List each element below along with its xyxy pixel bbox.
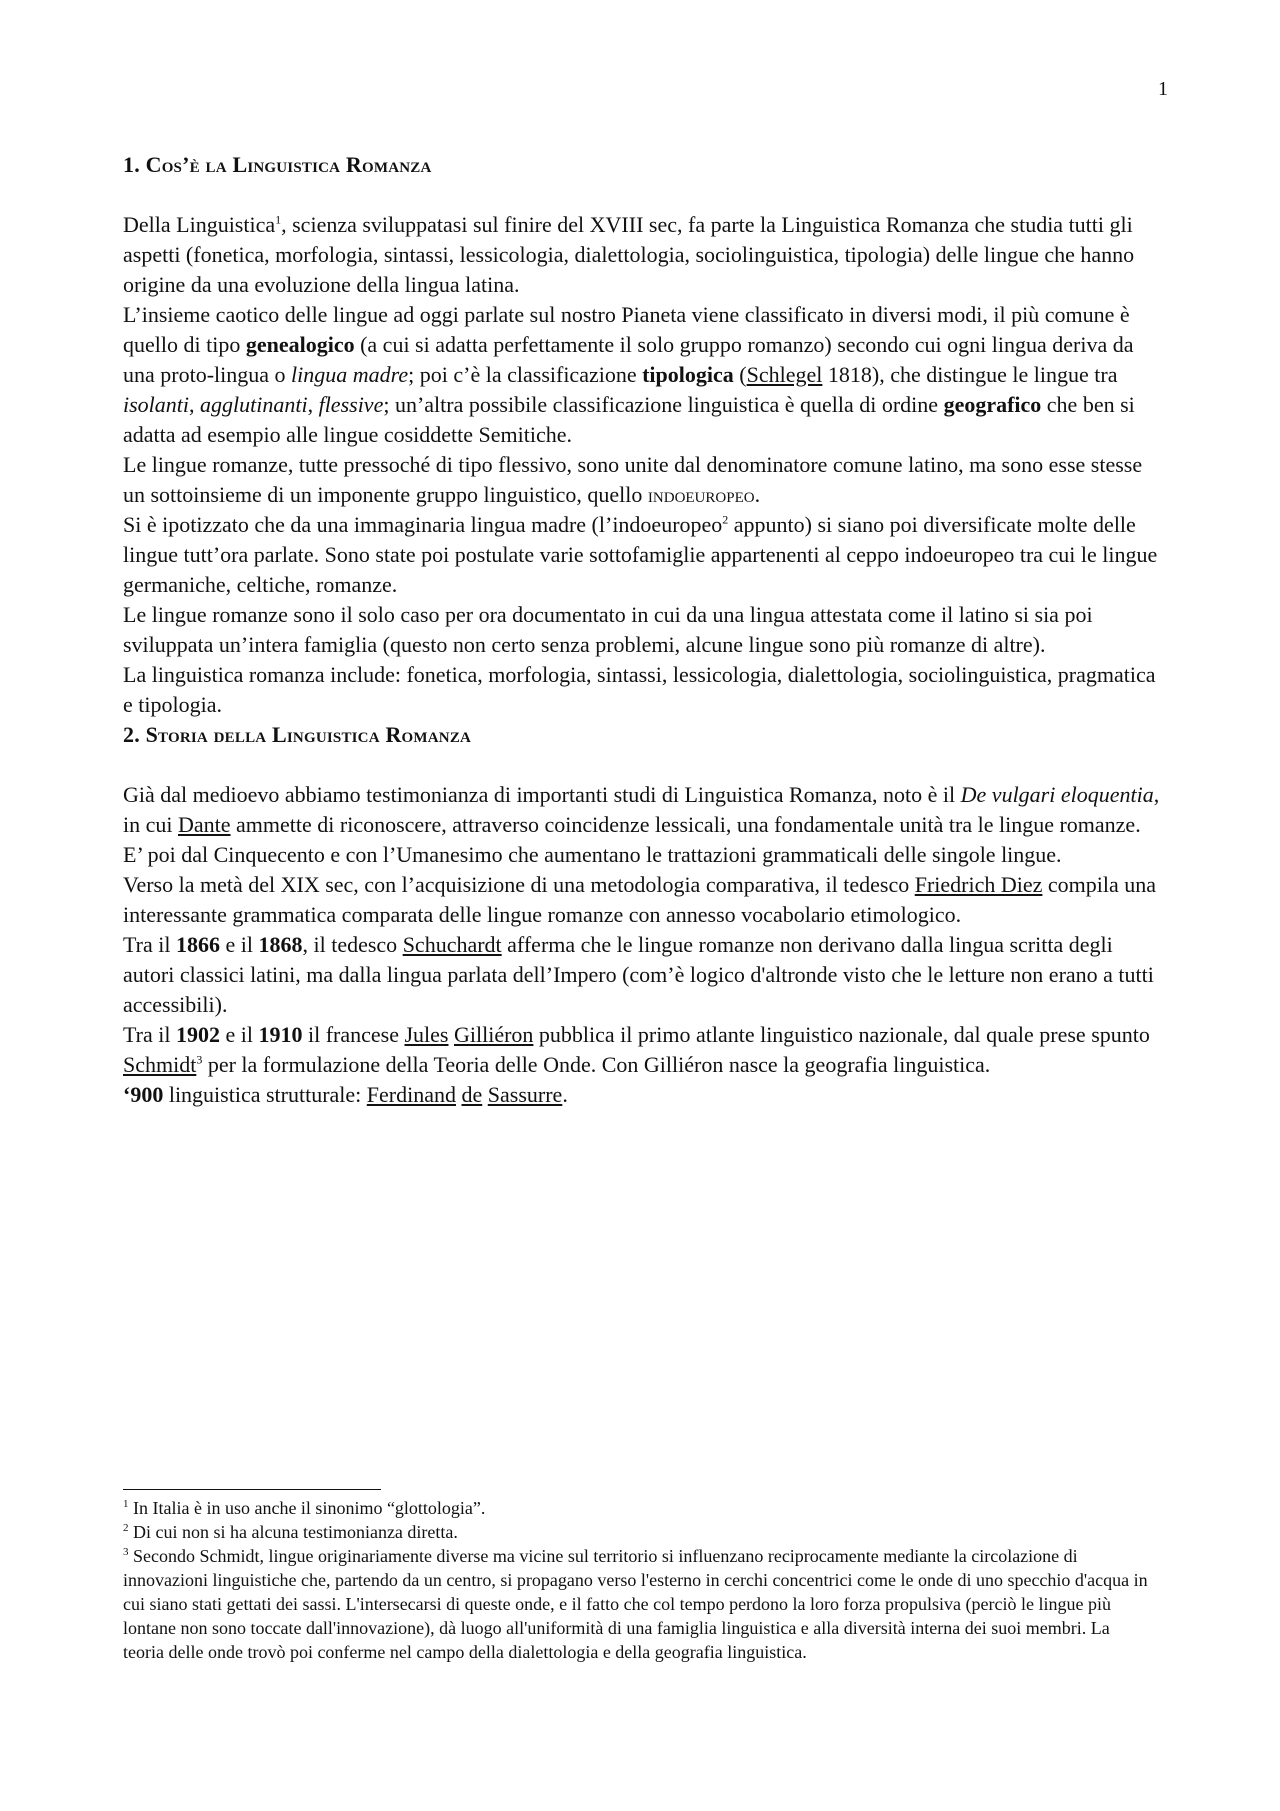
text-run: e il <box>219 1022 259 1047</box>
section-2-paragraph-1 <box>123 780 1163 840</box>
main-content <box>123 150 1163 1110</box>
text-run: il francese <box>302 1022 405 1047</box>
bold-year: 1868 <box>258 932 303 957</box>
section-2-paragraph-4 <box>123 930 1163 1020</box>
link-sassurre[interactable]: Sassurre <box>487 1082 563 1107</box>
text-run: ammette di riconoscere, attraverso coincidenze lessicali, una fondamentale unità tra le lingue romanze. <box>230 812 1141 837</box>
footnote-3 <box>123 1544 1153 1664</box>
text-run: Della Linguistica <box>123 212 276 237</box>
section-1-paragraph-1 <box>123 210 1163 300</box>
section-1-paragraph-2 <box>123 300 1163 450</box>
footnote-number: 3 <box>123 1546 129 1558</box>
text-run: , <box>307 392 319 417</box>
italic-term: lingua madre <box>291 362 409 387</box>
footnote-ref-1[interactable]: 1 <box>275 212 282 227</box>
link-jules[interactable]: Jules <box>404 1022 449 1047</box>
text-run: Tra il <box>123 1022 176 1047</box>
footnote-2 <box>123 1520 1153 1544</box>
text-run: Le lingue romanze, tutte pressoché di tipo flessivo, sono unite dal denominatore comune latino, ma sono esse stesse un sottoinsieme di un imponente gruppo linguistico, quello <box>123 452 1143 507</box>
link-schlegel[interactable]: Schlegel <box>746 362 823 387</box>
text-run: ; un’altra possibile classificazione linguistica è quella di ordine <box>383 392 944 417</box>
section-2-paragraph-3 <box>123 870 1163 930</box>
text-run: . <box>562 1082 568 1107</box>
footnote-number: 2 <box>123 1522 129 1534</box>
text-run: compila una interessante grammatica comparata delle lingue romanze con annesso vocabolario etimologico. <box>123 872 1157 927</box>
italic-title: De vulgari eloquentia <box>960 782 1154 807</box>
link-ferdinand[interactable]: Ferdinand <box>366 1082 456 1107</box>
section-1-body <box>123 210 1163 720</box>
footnote-ref-3[interactable]: 3 <box>196 1052 203 1067</box>
link-de[interactable]: de <box>461 1082 483 1107</box>
section-1-paragraph-4 <box>123 510 1163 600</box>
text-run: appunto) si siano poi diversificate molte delle lingue tutt’ora parlate. Sono state poi postulate varie sottofamiglie appartenenti al ceppo indoeuropeo tra cui le lingue germaniche, celtiche, romanze. <box>123 512 1158 597</box>
footnote-1 <box>123 1496 1153 1520</box>
bold-term: geografico <box>943 392 1042 417</box>
section-1-paragraph-6: La linguistica romanza include: fonetica, morfologia, sintassi, lessicologia, dialettologia, sociolinguistica, pragmatica e tipologia. <box>123 662 1156 717</box>
section-2-paragraph-6 <box>123 1080 1163 1110</box>
link-dante[interactable]: Dante <box>178 812 231 837</box>
text-run: afferma che le lingue romanze non derivano dalla lingua scritta degli autori classici latini, ma dalla lingua parlata dell’Impero (com’è logico d'altronde visto che le letture non erano a tutti accessibili). <box>123 932 1154 1017</box>
footnote-number: 1 <box>123 1498 129 1510</box>
italic-term: isolanti <box>123 392 190 417</box>
text-run: (a cui si adatta perfettamente il solo gruppo romanzo) secondo cui ogni lingua deriva da una proto-lingua o <box>123 332 1134 387</box>
section-2-heading: 2. Storia della Linguistica Romanza <box>123 722 472 747</box>
text-run: , <box>189 392 201 417</box>
text-run: Verso la metà del XIX sec, con l’acquisizione di una metodologia comparativa, il tedesco <box>123 872 915 897</box>
bold-year: 1866 <box>175 932 220 957</box>
text-run: , in cui <box>123 782 1160 837</box>
page-number: 1 <box>1158 78 1168 100</box>
section-1-paragraph-3 <box>123 450 1163 510</box>
footnotes-area <box>123 1489 1153 1664</box>
footnote-text: Di cui non si ha alcuna testimonianza diretta. <box>128 1522 458 1542</box>
link-gillieron[interactable]: Gilliéron <box>453 1022 534 1047</box>
text-run: linguistica strutturale: <box>163 1082 367 1107</box>
bold-term: genealogico <box>245 332 355 357</box>
text-run: . <box>754 482 761 507</box>
text-run: Tra il <box>123 932 176 957</box>
footnote-separator <box>123 1489 381 1490</box>
link-schmidt[interactable]: Schmidt <box>123 1052 197 1077</box>
bold-year: 1910 <box>258 1022 303 1047</box>
italic-term: agglutinanti <box>200 392 308 417</box>
small-caps-term: indoeuropeo <box>647 482 755 507</box>
bold-term: ‘900 <box>123 1082 164 1107</box>
section-2-body <box>123 780 1163 1110</box>
link-friedrich-diez[interactable]: Friedrich Diez <box>914 872 1043 897</box>
text-run: , il tedesco <box>302 932 403 957</box>
text-run: 1818), che distingue le lingue tra <box>822 362 1118 387</box>
text-run: Si è ipotizzato che da una immaginaria lingua madre (l’indoeuropeo <box>123 512 723 537</box>
footnote-text: In Italia è in uso anche il sinonimo “glottologia”. <box>128 1498 486 1518</box>
bold-term: tipologica <box>642 362 734 387</box>
text-run: che ben si adatta ad esempio alle lingue cosiddette Semitiche. <box>123 392 1135 447</box>
text-run: per la formulazione della Teoria delle Onde. Con Gilliéron nasce la geografia linguistica. <box>202 1052 991 1077</box>
link-schuchardt[interactable]: Schuchardt <box>402 932 502 957</box>
section-2-paragraph-2: E’ poi dal Cinquecento e con l’Umanesimo che aumentano le trattazioni grammaticali delle singole lingue. <box>123 842 1062 867</box>
text-run: ; poi c’è la classificazione <box>408 362 643 387</box>
text-run: e il <box>219 932 259 957</box>
text-run: Già dal medioevo abbiamo testimonianza di importanti studi di Linguistica Romanza, noto è il <box>123 782 961 807</box>
footnote-text: Secondo Schmidt, lingue originariamente diverse ma vicine sul territorio si influenzano reciprocamente mediante la circolazione di innovazioni linguistiche che, partendo da un centro, si propagano verso l'esterno in cerchi concentrici come le onde di uno specchio d'acqua in cui siano stati gettati dei sassi. L'intersecarsi di queste onde, e il fatto che col tempo perdono la loro forza propulsiva (perciò le lingue più lontane non sono toccate dall'innovazione), dà luogo all'uniformità di una famiglia linguistica e alla diversità interna dei suoi membri. La teoria delle onde trovò poi conferme nel campo della dialettologia e della geografia linguistica. <box>123 1546 1148 1662</box>
text-run: L’insieme caotico delle lingue ad oggi parlate sul nostro Pianeta viene classificato in diversi modi, il più comune è quello di tipo <box>123 302 1130 357</box>
text-run: ( <box>733 362 747 387</box>
bold-year: 1902 <box>175 1022 220 1047</box>
italic-term: flessive <box>318 392 384 417</box>
text-run: pubblica il primo atlante linguistico nazionale, dal quale prese spunto <box>533 1022 1150 1047</box>
section-1-heading: 1. Cos’è la Linguistica Romanza <box>123 152 432 177</box>
section-2-paragraph-5 <box>123 1020 1163 1080</box>
text-run: , scienza sviluppatasi sul finire del XVIII sec, fa parte la Linguistica Romanza che studia tutti gli aspetti (fonetica, morfologia, sintassi, lessicologia, dialettologia, sociolinguistica, tipologia) delle lingue che hanno origine da una evoluzione della lingua latina. <box>123 212 1135 297</box>
section-1-paragraph-5: Le lingue romanze sono il solo caso per ora documentato in cui da una lingua attestata come il latino si sia poi sviluppata un’intera famiglia (questo non certo senza problemi, alcune lingue sono più romanze di altre). <box>123 602 1093 657</box>
footnote-ref-2[interactable]: 2 <box>722 512 729 527</box>
